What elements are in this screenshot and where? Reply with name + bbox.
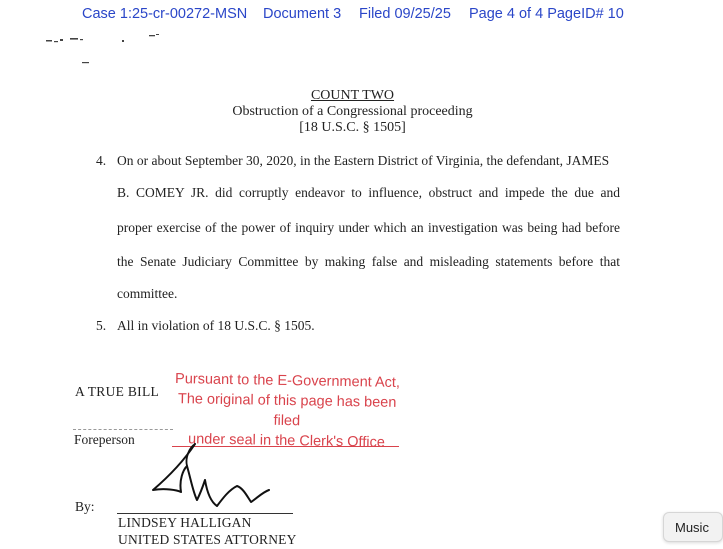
signer-title: UNITED STATES ATTORNEY [118, 532, 297, 547]
foreperson-label: Foreperson [74, 432, 135, 447]
true-bill-label: A TRUE BILL [75, 384, 160, 399]
paragraph-number: 5. [96, 318, 107, 333]
paragraph-number: 4. [96, 153, 107, 168]
paragraph-line: proper exercise of the power of inquiry under which an investigation was being had before [117, 220, 620, 235]
case-number: Case 1:25-cr-00272-MSN [82, 6, 248, 22]
scan-artifacts [44, 32, 174, 72]
filed-date: Filed 09/25/25 [359, 6, 451, 22]
foreperson-line [73, 429, 173, 430]
count-heading [0, 88, 705, 136]
page-info: Page 4 of 4 PageID# 10 [469, 6, 624, 22]
count-subtitle: Obstruction of a Congressional proceeding [232, 104, 473, 119]
stamp-line: The original of this page has been filed [177, 391, 397, 430]
count-statute: [18 U.S.C. § 1505] [299, 120, 406, 135]
stamp-line: under seal in the Clerk's Office [187, 431, 385, 451]
paragraph-line: the Senate Judiciary Committee by making false and misleading statements before that [117, 254, 620, 269]
paragraph-line: B. COMEY JR. did corruptly endeavor to influence, obstruct and impede the due and [117, 185, 620, 200]
count-title: COUNT TWO [310, 88, 395, 103]
music-button[interactable]: Music [663, 512, 723, 542]
paragraph-line: On or about September 30, 2020, in the Eastern District of Virginia, the defendant, JAMES [117, 153, 610, 168]
signer-name: LINDSEY HALLIGAN [118, 515, 252, 530]
paragraph-line: All in violation of 18 U.S.C. § 1505. [117, 318, 315, 333]
stamp-line: Pursuant to the E-Government Act, [174, 371, 401, 391]
paragraph-line: committee. [117, 286, 178, 301]
by-label: By: [75, 499, 95, 514]
signer-block [118, 514, 297, 548]
document-number: Document 3 [263, 6, 342, 22]
handwritten-signature [145, 440, 275, 515]
